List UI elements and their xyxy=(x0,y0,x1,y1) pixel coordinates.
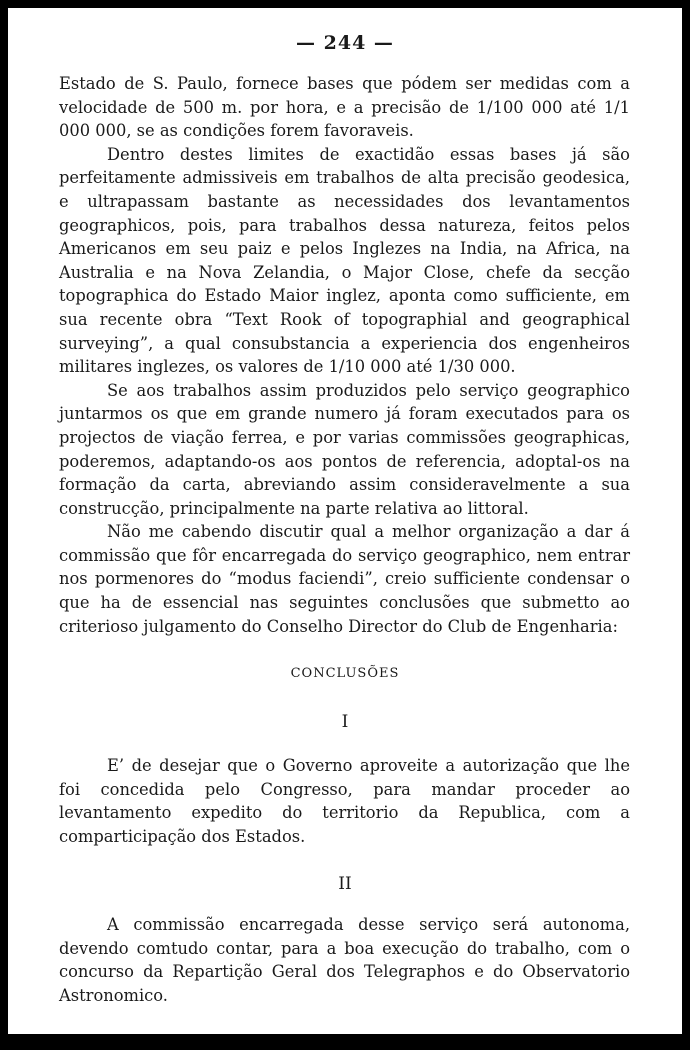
intro-text xyxy=(59,72,630,638)
conclusion-text xyxy=(59,913,630,1007)
paragraph: Estado de S. Paulo, fornece bases que pódem ser medidas com a velocidade de 500 m. por hora, e a precisão de 1/100 000 até 1/1 000 000, se as condições forem favoraveis. xyxy=(59,74,630,141)
paragraph: A commissão encarregada desse serviço será autonoma, devendo comtudo contar, para a boa execução do trabalho, com o concurso da Repartição Geral dos Telegraphos e do Observatorio Astronomico. xyxy=(59,915,630,1005)
conclusions-heading: CONCLUSÕES xyxy=(290,666,400,681)
conclusion-numeral: II xyxy=(338,874,352,894)
page-number: — 244 — xyxy=(296,32,394,54)
conclusion-text xyxy=(59,754,630,848)
paragraph: E’ de desejar que o Governo aproveite a autorização que lhe foi concedida pelo Congresso, para mandar proceder ao levantamento expedito do territorio da Republica, com a comparticipação dos Estados. xyxy=(59,756,630,846)
paragraph: Se aos trabalhos assim produzidos pelo serviço geographico juntarmos os que em grande numero já foram executados para os projectos de viação ferrea, e por varias commissões geographicas, poderemos, adaptando-os aos pontos de referencia, adoptal-os na formação da carta, abreviando assim consideravelmente a sua construcção, principalmente na parte relativa ao littoral. xyxy=(59,380,630,518)
conclusion-numeral: I xyxy=(341,712,349,732)
paragraph: Dentro destes limites de exactidão essas bases já são perfeitamente admissiveis em trabalhos de alta precisão geodesica, e ultrapassam bastante as necessidades dos levantamentos geographicos, pois, para trabalhos dessa natureza, feitos pelos Americanos em seu paiz e pelos Inglezes na India, na Africa, na Australia e na Nova Zelandia, o Major Close, chefe da secção topographica do Estado Maior inglez, aponta como sufficiente, em sua recente obra “Text Rook of topographial and geographical surveying”, a qual consubstancia a experiencia dos engenheiros militares inglezes, os valores de 1/10 000 até 1/30 000. xyxy=(59,144,630,377)
document-page xyxy=(8,8,682,1034)
paragraph: Não me cabendo discutir qual a melhor organização a dar á commissão que fôr encarregada do serviço geographico, nem entrar nos pormenores do “modus faciendi”, creio sufficiente condensar o que ha de essencial nas seguintes conclusões que submetto ao criterioso julgamento do Conselho Director do Club de Engenharia: xyxy=(59,522,630,636)
